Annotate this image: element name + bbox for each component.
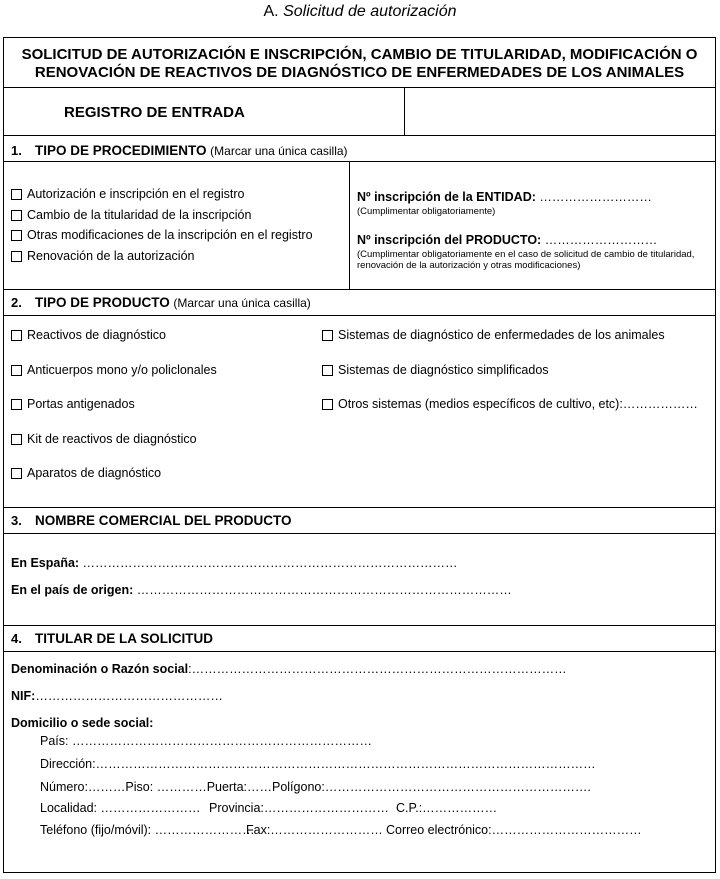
correo-field[interactable]: Correo electrónico:……………………………… [386, 823, 642, 837]
option-cambio-titularidad[interactable]: Cambio de la titularidad de la inscripción [11, 208, 251, 222]
denominacion-field[interactable] [11, 662, 567, 676]
divider [349, 161, 350, 289]
entidad-label: Nº inscripción de la ENTIDAD: [357, 190, 536, 204]
section2-title: TIPO DE PRODUCTO [35, 295, 170, 310]
section1-header [11, 143, 348, 158]
divider [4, 161, 715, 162]
option-aparatos[interactable]: Aparatos de diagnóstico [11, 466, 161, 480]
pais-field[interactable]: País: ……………………………………………………………… [40, 734, 372, 748]
form-title-line1: SOLICITUD DE AUTORIZACIÓN E INSCRIPCIÓN, CAMBIO DE TITULARIDAD, MODIFICACIÓN O [21, 46, 698, 63]
telefono-field[interactable]: Teléfono (fijo/móvil): …………………… [40, 823, 255, 837]
option-renovacion[interactable]: Renovación de la autorización [11, 249, 194, 263]
divider [4, 533, 715, 534]
divider [404, 87, 405, 135]
checkbox[interactable] [11, 434, 22, 445]
registro-entrada-label: REGISTRO DE ENTRADA [64, 104, 245, 121]
provincia-field[interactable]: Provincia:………………………… [209, 801, 389, 815]
section4-number: 4. [11, 631, 22, 646]
form-title [4, 46, 715, 82]
checkbox[interactable] [11, 251, 22, 262]
divider [4, 135, 715, 136]
checkbox[interactable] [11, 210, 22, 221]
entidad-field[interactable] [357, 188, 652, 217]
checkbox[interactable] [322, 365, 333, 376]
caption-prefix: A. [263, 3, 284, 20]
section2-header [11, 295, 311, 310]
origen-label: En el país de origen: [11, 583, 134, 597]
caption-title: Solicitud de autorización [283, 3, 457, 20]
form-caption [0, 3, 720, 21]
nif-dots: ……………………………………… [35, 689, 223, 703]
localidad-field[interactable]: Localidad: …………………… [40, 801, 201, 815]
espana-field[interactable] [11, 556, 458, 570]
section1-note: (Marcar una única casilla) [210, 144, 348, 158]
entidad-dots: ……………………… [535, 190, 652, 204]
registro-entrada-field[interactable] [406, 88, 712, 134]
nif-label: NIF: [11, 689, 36, 703]
section3-header [11, 513, 292, 528]
domicilio-label: Domicilio o sede social: [11, 716, 154, 730]
divider [4, 315, 715, 316]
producto-note-line1: (Cumplimentar obligatoriamente en el caso de solicitud de cambio de titularidad, [357, 249, 695, 260]
option-sistemas-enfermedades[interactable]: Sistemas de diagnóstico de enfermedades de los animales [322, 328, 665, 342]
option-portas[interactable]: Portas antigenados [11, 397, 135, 411]
denominacion-dots: :……………………………………………………………………………… [188, 662, 567, 676]
checkbox[interactable] [11, 189, 22, 200]
espana-label: En España: [11, 556, 80, 570]
option-kit[interactable]: Kit de reactivos de diagnóstico [11, 432, 197, 446]
option-anticuerpos[interactable]: Anticuerpos mono y/o policlonales [11, 363, 217, 377]
checkbox[interactable] [11, 468, 22, 479]
option-otras-modificaciones[interactable]: Otras modificaciones de la inscripción en el registro [11, 228, 313, 242]
checkbox[interactable] [322, 330, 333, 341]
form-frame [3, 37, 716, 873]
checkbox[interactable] [11, 330, 22, 341]
nif-field[interactable] [11, 689, 223, 703]
option-autorizacion[interactable]: Autorización e inscripción en el registro [11, 187, 244, 201]
producto-note-line2: renovación de la autorización y otras modificaciones) [357, 260, 581, 271]
option-sistemas-simplificados[interactable]: Sistemas de diagnóstico simplificados [322, 363, 549, 377]
direccion-field[interactable]: Dirección:………………………………………………………………………………………………………… [40, 757, 596, 771]
divider [4, 625, 715, 626]
cp-field[interactable]: C.P.:……………… [396, 801, 498, 815]
section1-number: 1. [11, 143, 22, 158]
divider [4, 507, 715, 508]
entidad-note: (Cumplimentar obligatoriamente) [357, 206, 496, 217]
denominacion-label: Denominación o Razón social [11, 662, 189, 676]
producto-label: Nº inscripción del PRODUCTO: [357, 233, 542, 247]
option-reactivos[interactable]: Reactivos de diagnóstico [11, 328, 166, 342]
checkbox[interactable] [11, 230, 22, 241]
divider [4, 651, 715, 652]
espana-dots: ……………………………………………………………………………… [79, 556, 458, 570]
fax-field[interactable]: Fax:……………………… [246, 823, 383, 837]
producto-dots: ……………………… [541, 233, 658, 247]
origen-field[interactable] [11, 583, 512, 597]
option-otros-sistemas[interactable]: Otros sistemas (medios específicos de cultivo, etc):……………… [322, 397, 698, 411]
section3-title: NOMBRE COMERCIAL DEL PRODUCTO [35, 513, 292, 528]
section2-number: 2. [11, 295, 22, 310]
checkbox[interactable] [11, 399, 22, 410]
section4-title: TITULAR DE LA SOLICITUD [35, 631, 213, 646]
divider [4, 289, 715, 290]
section2-note: (Marcar una única casilla) [173, 296, 311, 310]
form-title-line2: RENOVACIÓN DE REACTIVOS DE DIAGNÓSTICO DE ENFERMEDADES DE LOS ANIMALES [34, 64, 685, 81]
section3-number: 3. [11, 513, 22, 528]
section4-header [11, 631, 213, 646]
section1-title: TIPO DE PROCEDIMIENTO [35, 143, 207, 158]
origen-dots: ……………………………………………………………………………… [133, 583, 512, 597]
checkbox[interactable] [322, 399, 333, 410]
producto-field[interactable] [357, 231, 694, 271]
numero-field[interactable]: Número:………Piso: …………Puerta:……Polígono:………………………………………………………. [40, 780, 591, 794]
checkbox[interactable] [11, 365, 22, 376]
